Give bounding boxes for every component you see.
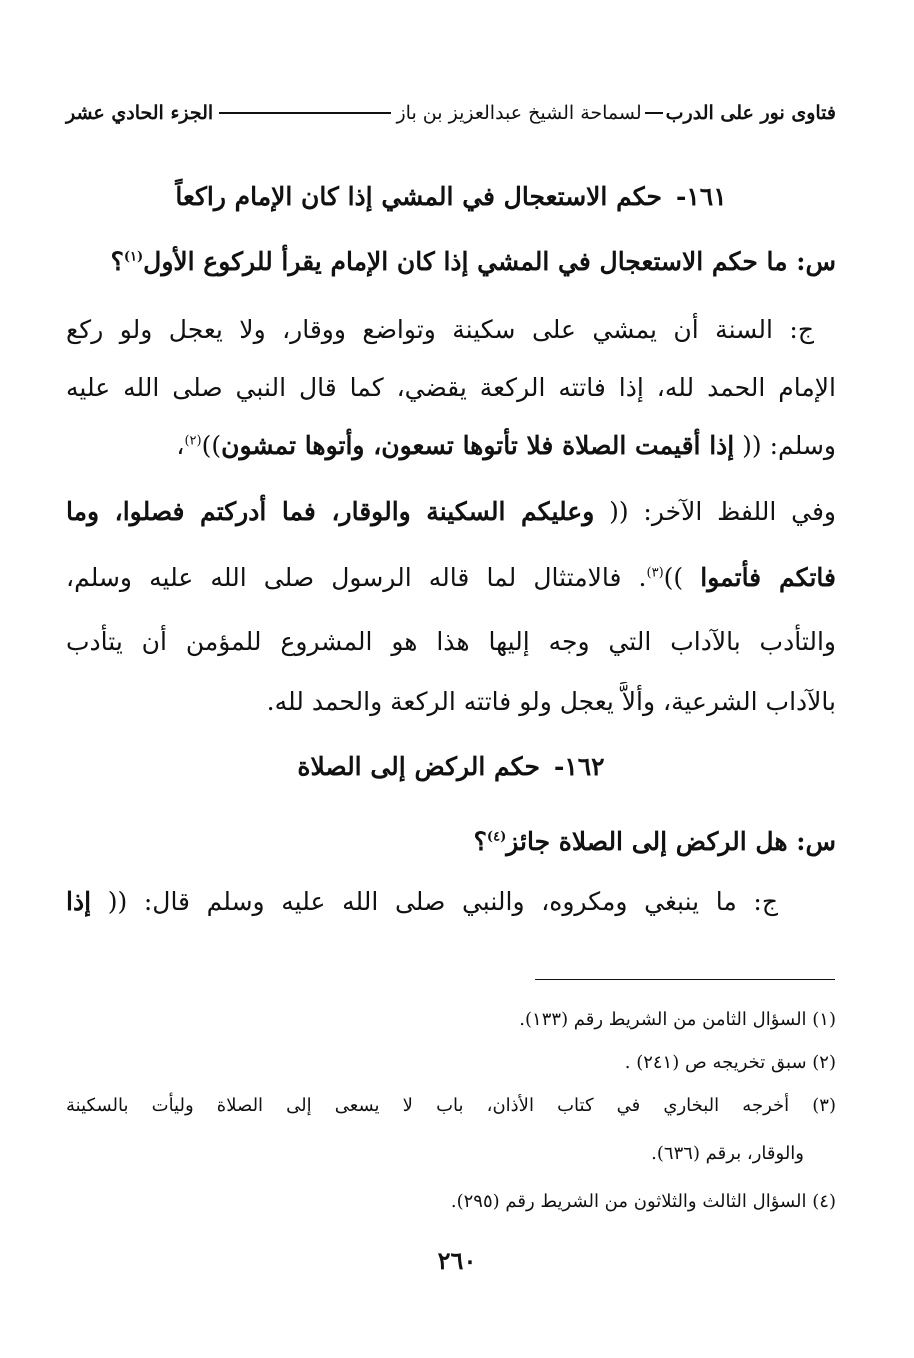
section-161-question: [66, 242, 836, 282]
answer-line: [66, 558, 836, 598]
answer-line: [66, 310, 814, 350]
footnote-ref: (٣): [646, 565, 664, 581]
hadith-quote: وعليكم السكينة والوقار، فما أدركتم فصلوا، وما: [66, 497, 595, 526]
footnote-2: (٢) سبق تخريجه ص (٢٤١) .: [624, 1052, 836, 1073]
section-number: ١٦٢-: [553, 752, 605, 781]
quote-close: )): [663, 563, 701, 592]
answer-line: [66, 682, 836, 722]
question-text: هل الركض إلى الصلاة جائز: [506, 827, 788, 856]
answer-text: والتأدب بالآداب التي وجه إليها هذا هو المشروع للمؤمن أن يتأدب: [66, 627, 836, 656]
section-heading: حكم الركض إلى الصلاة: [297, 752, 540, 781]
punctuation: ،: [176, 431, 185, 460]
header-part: الجزء الحادي عشر: [66, 102, 214, 124]
quote-close: )): [201, 431, 222, 460]
question-mark: ؟: [110, 247, 124, 276]
answer-line: [66, 368, 836, 408]
answer-line: [66, 492, 836, 532]
answer-line: [66, 622, 836, 662]
question-mark: ؟: [473, 827, 487, 856]
answer-text: وفي اللفظ الآخر: ((: [594, 497, 836, 526]
header-book-title: فتاوى نور على الدرب: [665, 102, 836, 124]
answer-line: [66, 426, 836, 466]
question-prefix: س:: [796, 827, 836, 856]
footnote-ref: (٢): [184, 433, 202, 449]
answer-text: ج: السنة أن يمشي على سكينة وتواضع ووقار، ولا يعجل ولو ركع: [66, 315, 814, 344]
section-162-title: [66, 752, 836, 781]
header-author: لسماحة الشيخ عبدالعزيز بن باز: [396, 102, 642, 124]
question-text: ما حكم الاستعجال في المشي إذا كان الإمام يقرأ للركوع الأول: [143, 247, 788, 276]
hadith-quote: فاتكم فأتموا: [700, 563, 836, 592]
header-dash: [645, 112, 663, 114]
running-header: [66, 95, 836, 131]
footnote-3: (٣) أخرجه البخاري في كتاب الأذان، باب لا يسعى إلى الصلاة وليأت بالسكينة: [66, 1095, 836, 1116]
answer-line: [66, 882, 778, 922]
answer-text: وسلم: ((: [734, 431, 836, 460]
answer-text: ج: ما ينبغي ومكروه، والنبي صلى الله عليه وسلم قال: ((: [91, 887, 778, 916]
footnote-ref: (١): [123, 249, 144, 265]
answer-text: بالآداب الشرعية، وألاَّ يعجل ولو فاتته الركعة والحمد لله.: [266, 687, 836, 716]
section-heading: حكم الاستعجال في المشي إذا كان الإمام راكعاً: [175, 182, 662, 211]
footnote-4: (٤) السؤال الثالث والثلاثون من الشريط رقم (٢٩٥).: [450, 1191, 836, 1212]
hadith-quote: إذا أقيمت الصلاة فلا تأتوها تسعون، وأتوها تمشون: [221, 431, 735, 460]
section-161-title: [66, 182, 836, 211]
answer-text: . فالامتثال لما قاله الرسول صلى الله عليه وسلم،: [66, 563, 647, 592]
page-number: ٢٦٠: [437, 1246, 477, 1275]
hadith-quote: إذا: [66, 887, 92, 916]
header-rule: [219, 112, 390, 114]
footnote-3-continued: والوقار، برقم (٦٣٦).: [651, 1143, 804, 1164]
footnote-rule: [535, 979, 835, 980]
section-162-question: [66, 822, 836, 862]
question-prefix: س:: [796, 247, 836, 276]
footnote-1: (١) السؤال الثامن من الشريط رقم (١٣٣).: [519, 1009, 836, 1030]
footnote-ref: (٤): [486, 829, 507, 845]
answer-text: الإمام الحمد لله، إذا فاتته الركعة يقضي، كما قال النبي صلى الله عليه: [66, 373, 836, 402]
section-number: ١٦١-: [675, 182, 727, 211]
